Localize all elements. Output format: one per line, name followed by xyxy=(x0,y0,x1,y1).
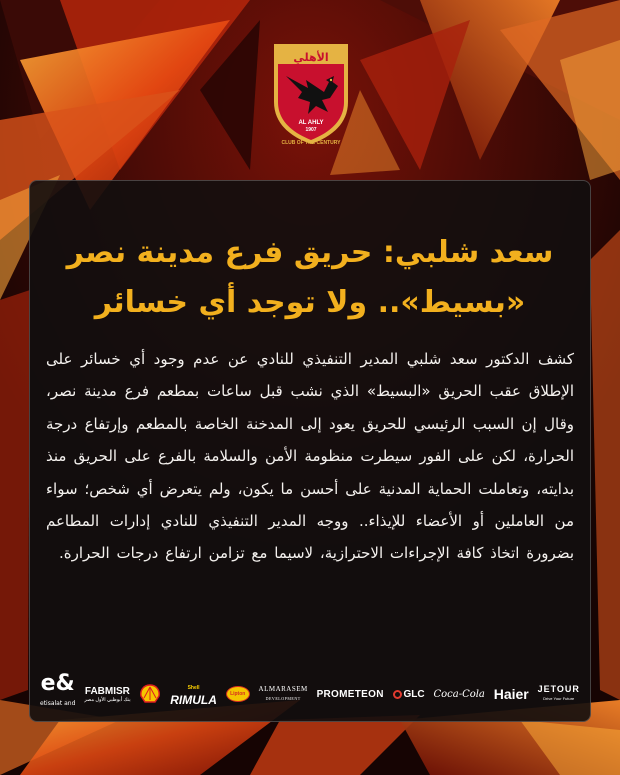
almarasem-name: ALMARASEM xyxy=(258,685,308,693)
jetour-sub: Drive Your Future xyxy=(543,696,575,701)
crest-arabic-name: الأهلي xyxy=(293,51,329,64)
headline-line-2: «بسيط».. ولا توجد أي خسائر xyxy=(94,285,526,320)
prometeon-name: PROMETEON xyxy=(316,688,384,700)
almarasem-sub: DEVELOPMENT xyxy=(265,696,301,701)
article-body: كشف الدكتور سعد شلبي المدير التنفيذي للنادي عن عدم وجود أي خسائر على الإطلاق عقب الحريق «البسيط» الذي نشب قبل ساعات بمطعم فرع مدينة نصر، وقال إن السبب الرئيسي للحريق يعود إلى المدخنة الخاصة بالمطعم وإرتفاع درجة الحرارة، لكن على الفور سيطرت منظومة الأمن والسلامة بالفرع على الحريق منذ بدايته، وتعاملت الحماية المدنية على أحسن ما يكون، ولم يتعرض أي شخص؛ سواء من العاملين أو الأعضاء للإيذاء.. ووجه المدير التنفيذي للنادي إدارات المطاعم بضرورة اتخاذ كافة الإجراءات الاحترازية، لاسيما مع تزامن ارتفاع درجات الحرارة. xyxy=(46,350,574,563)
al-ahly-crest-logo xyxy=(268,40,354,146)
sponsor-jetour-logo xyxy=(538,685,580,703)
haier-name: Haier xyxy=(493,686,529,702)
jetour-name: JETOUR xyxy=(537,684,580,694)
sponsor-haier-logo xyxy=(494,686,529,702)
fab-name: FABMISR xyxy=(84,685,130,697)
headline-line-1: سعد شلبي: حريق فرع مدينة نصر xyxy=(66,235,554,270)
rimula-name: RIMULA xyxy=(170,693,217,707)
sponsor-prometeon-logo xyxy=(317,689,384,700)
sponsor-lipton-logo xyxy=(226,686,250,702)
sponsor-fab-logo xyxy=(84,686,130,703)
lipton-name: Lipton xyxy=(230,691,246,697)
glc-ring-icon xyxy=(393,690,402,699)
glc-name: GLC xyxy=(403,688,425,700)
sponsor-rimula-logo xyxy=(170,682,217,706)
etisalat-mark: e& xyxy=(40,671,75,696)
rimula-shell-tag: Shell xyxy=(187,685,200,691)
sponsor-glc-logo xyxy=(393,689,425,700)
cocacola-name: Coca-Cola xyxy=(433,688,485,700)
fab-sub: بنك أبوظبي الأول مصر xyxy=(84,696,131,703)
etisalat-sub: etisalat and xyxy=(40,700,76,707)
crest-motto: CLUB OF THE CENTURY xyxy=(281,140,341,146)
sponsor-cocacola-logo xyxy=(433,689,484,700)
headline xyxy=(40,228,580,328)
sponsor-strip xyxy=(40,671,580,712)
crest-year: 1907 xyxy=(305,127,317,133)
sponsor-almarasem-logo xyxy=(259,685,308,703)
crest-name: AL AHLY xyxy=(298,120,324,126)
sponsor-etisalat-logo xyxy=(40,671,76,714)
shell-logo-icon xyxy=(139,684,161,704)
